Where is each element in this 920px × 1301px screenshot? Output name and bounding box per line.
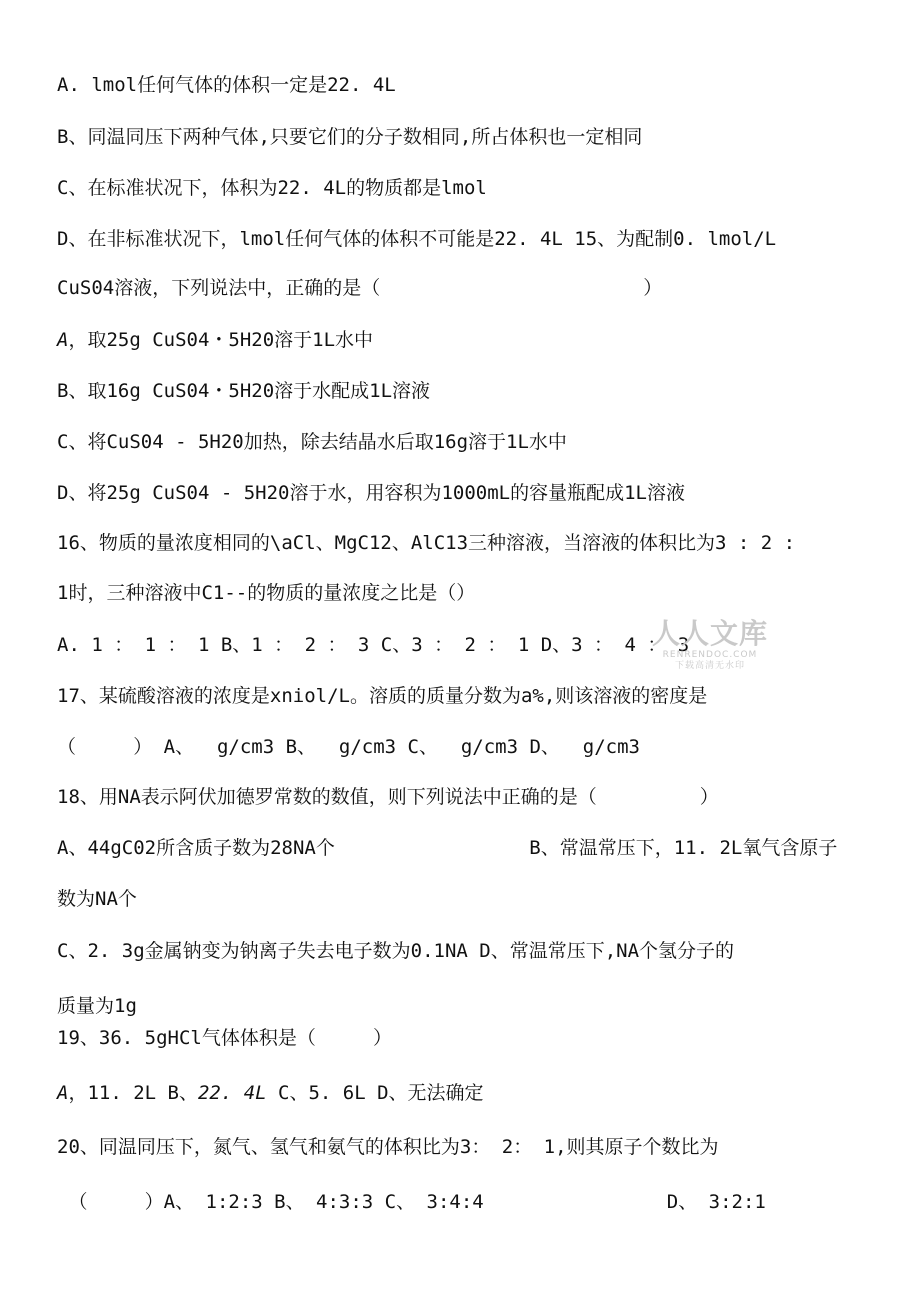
line-8: C、将CuS04 - 5H20加热，除去结晶水后取16g溶于1L水中: [57, 431, 567, 453]
line-10: 16、物质的量浓度相同的\aCl、MgC12、AlC13三种溶液，当溶液的体积比为3 : 2 :: [57, 532, 796, 554]
line-21-italic-value: 22. 4L: [197, 1082, 267, 1104]
line-21-text-b: C、5. 6L D、无法确定: [266, 1082, 484, 1104]
line-11: 1时，三种溶液中C1--的物质的量浓度之比是（）: [57, 582, 476, 604]
line-21-text-a: ，11. 2L B、: [68, 1082, 198, 1104]
option-letter: A: [57, 329, 69, 351]
line-13: 17、某硫酸溶液的浓度是xniol/L。溶质的质量分数为a%,则该溶液的密度是: [57, 685, 708, 707]
line-14: （ ） A、 g/cm3 B、 g/cm3 C、 g/cm3 D、 g/cm3: [57, 736, 640, 758]
line-17: 数为NA个: [57, 888, 137, 910]
line-2: B、同温同压下两种气体,只要它们的分子数相同,所占体积也一定相同: [57, 126, 643, 148]
watermark-title: 人人文库: [651, 617, 768, 650]
line-21: [57, 1081, 900, 1105]
option-letter: A: [57, 1082, 69, 1104]
line-9: D、将25g CuS04 - 5H20溶于水，用容积为1000mL的容量瓶配成1L溶液: [57, 482, 685, 504]
line-7: B、取16g CuS04・5H20溶于水配成1L溶液: [57, 380, 431, 402]
line-20: 19、36. 5gHCl气体体积是（ ）: [57, 1027, 393, 1049]
line-4: D、在非标准状况下，lmol任何气体的体积不可能是22. 4L 15、为配制0. lmol/L: [57, 228, 777, 250]
line-12: A. 1 ： 1 ： 1 B、1 ： 2 ： 3 C、3 ： 2 ： 1 D、3 ： 4 ： 3: [57, 634, 690, 656]
watermark: [648, 618, 772, 672]
line-1: A. lmol任何气体的体积一定是22. 4L: [57, 74, 396, 96]
line-19: 质量为1g: [57, 995, 137, 1017]
line-6: [57, 328, 900, 352]
line-6-text: ，取25g CuS04・5H20溶于1L水中: [68, 329, 374, 351]
line-22: 20、同温同压下，氮气、氢气和氨气的体积比为3： 2： 1,则其原子个数比为: [57, 1136, 719, 1158]
line-3: C、在标准状况下，体积为22. 4L的物质都是lmol: [57, 177, 487, 199]
watermark-tagline: 下载高清无水印: [674, 661, 745, 671]
line-15: 18、用NA表示阿伏加德罗常数的数值，则下列说法中正确的是（ ）: [57, 786, 719, 808]
line-23: （ ）A、 1:2:3 B、 4:3:3 C、 3:4:4 D、 3:2:1: [57, 1191, 766, 1213]
line-5: CuS04溶液，下列说法中，正确的是（ ）: [57, 277, 663, 299]
watermark-site: RENRENDOC.COM: [662, 650, 758, 660]
line-16: A、44gC02所含质子数为28NA个 B、常温常压下，11. 2L氧气含原子: [57, 837, 838, 859]
line-18: C、2. 3g金属钠变为钠离子失去电子数为0.1NA D、常温常压下,NA个氢分子的: [57, 940, 735, 962]
